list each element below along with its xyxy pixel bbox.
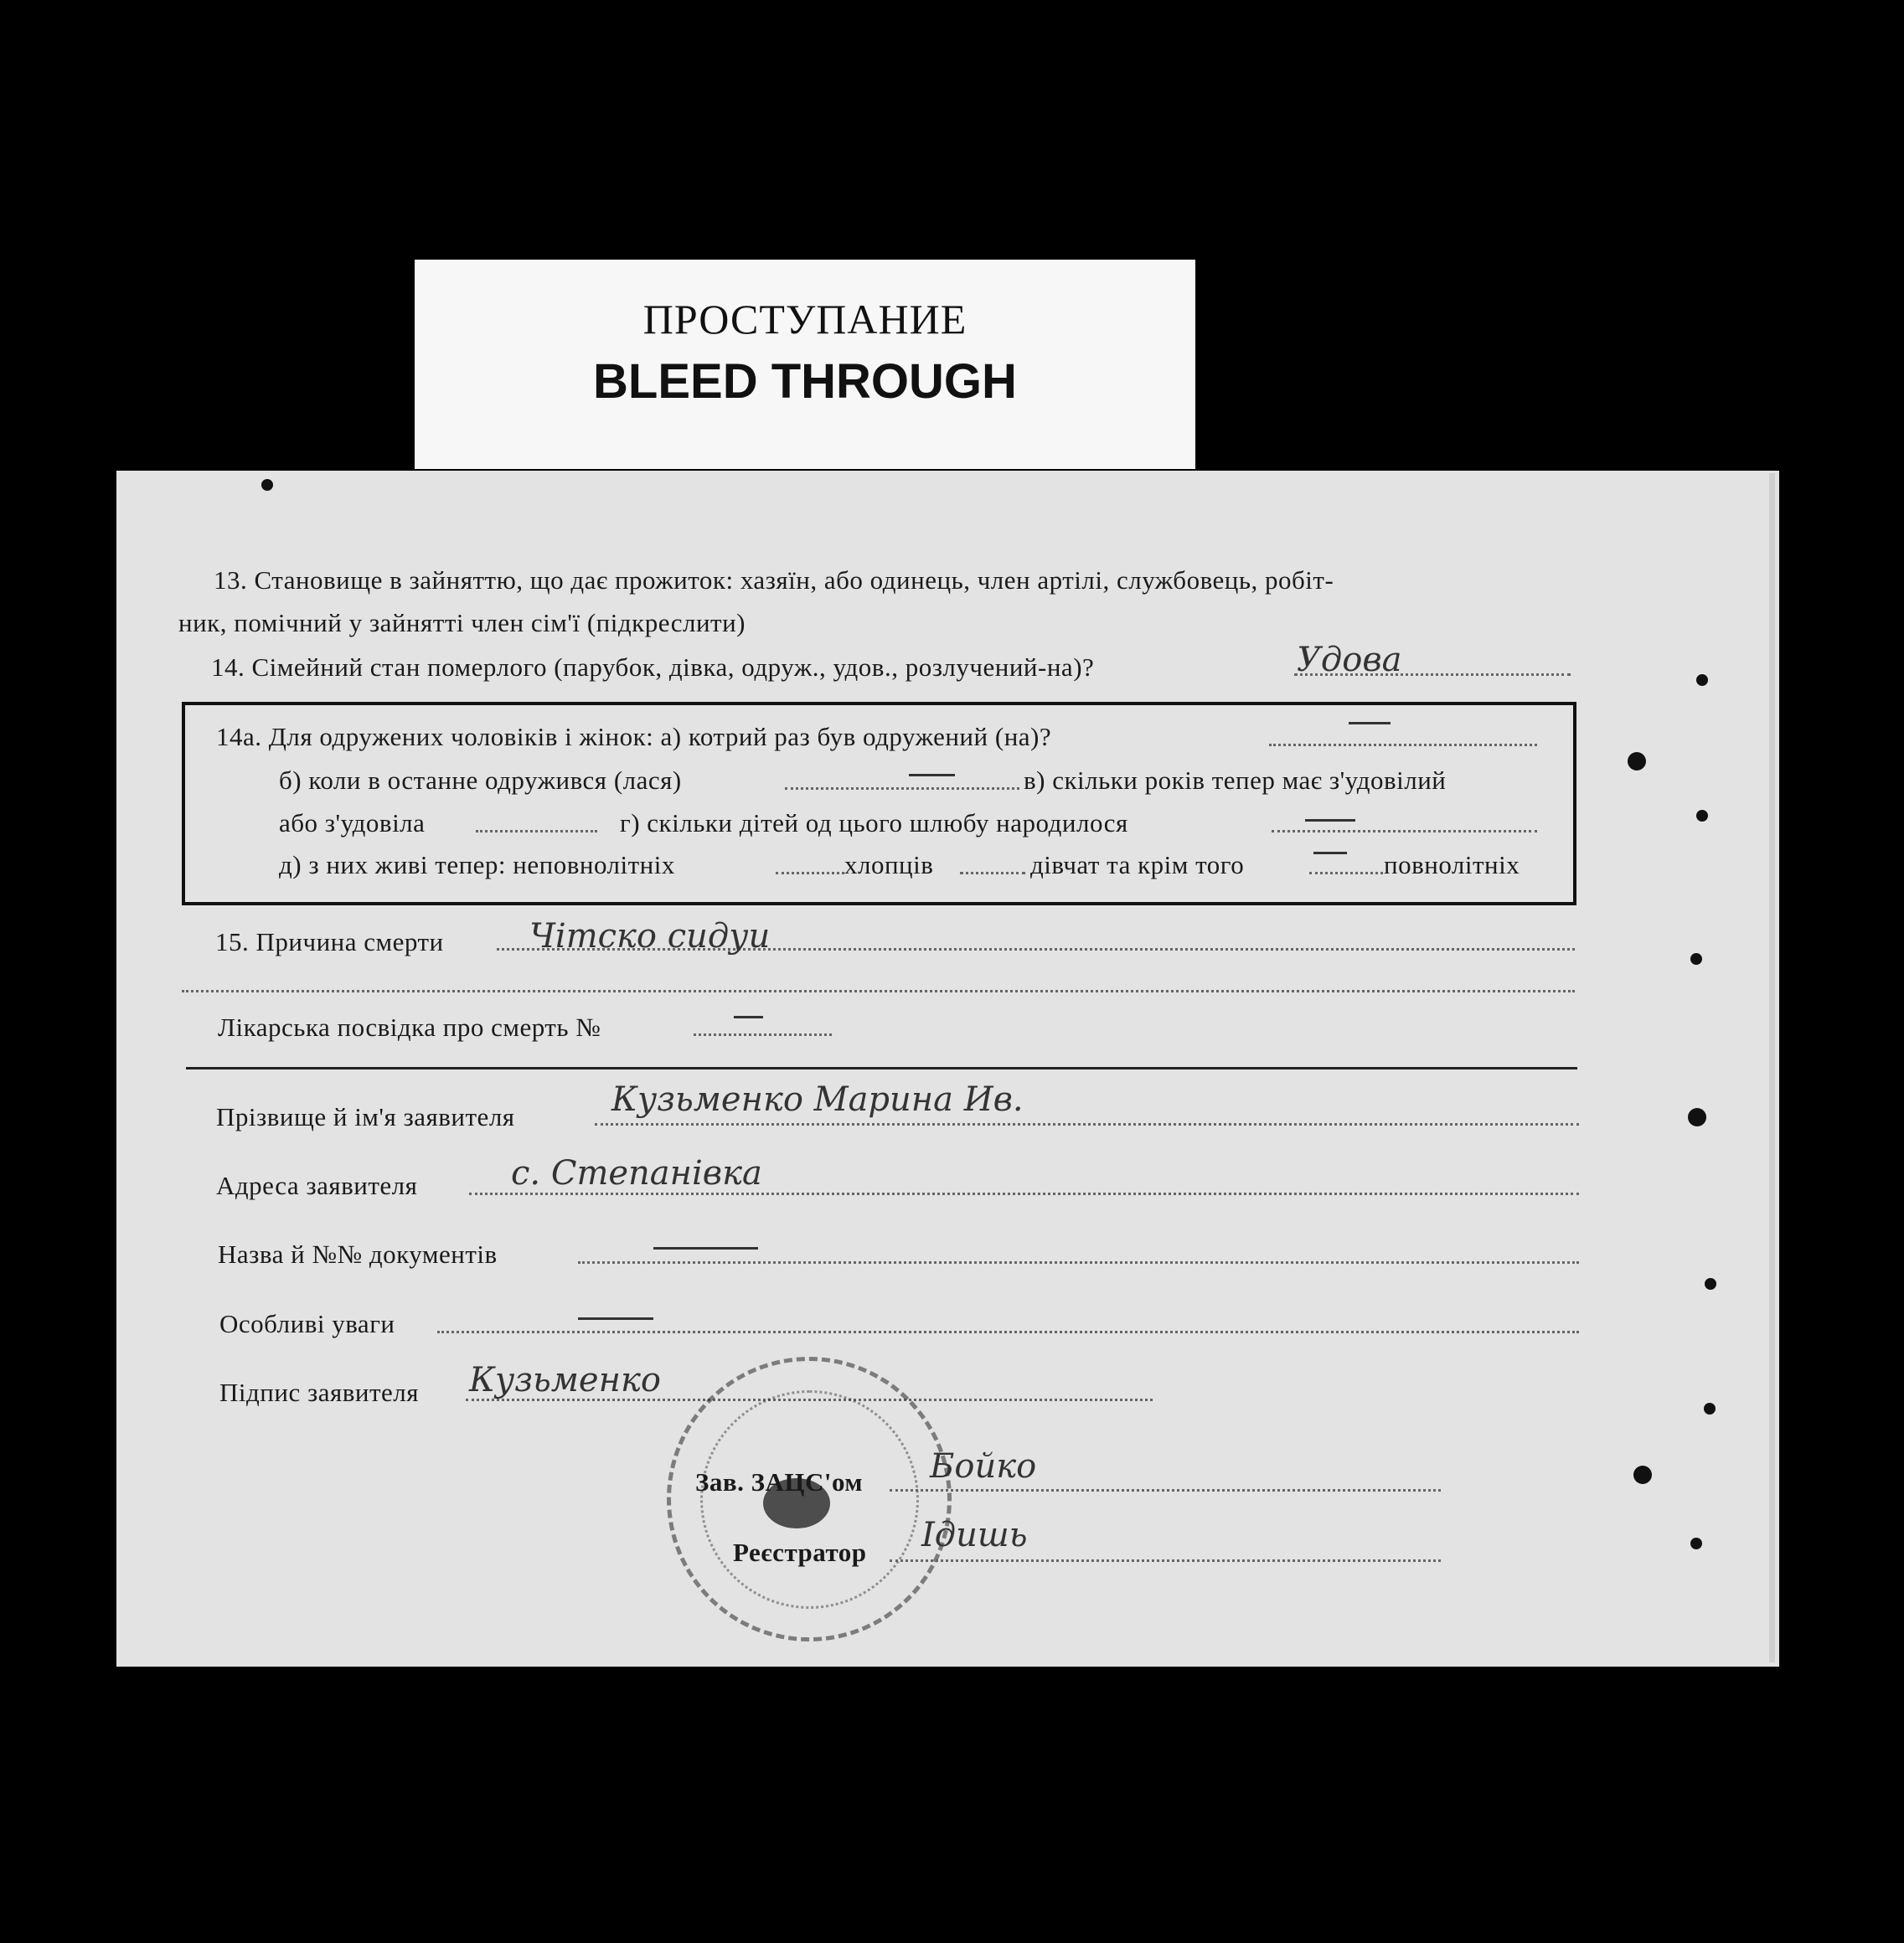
punch-hole	[1696, 674, 1708, 686]
q14a-line1: 14а. Для одружених чоловіків і жінок: а) котрий раз був одружений (на)?	[216, 722, 1052, 751]
bleed-through-target	[415, 260, 1195, 469]
target-title-en: BLEED THROUGH	[593, 354, 1017, 409]
q14a-line3b: г) скільки дітей од цього шлюбу народилося	[620, 808, 1128, 838]
head-signature: Бойко	[930, 1447, 1037, 1486]
q13-line2: ник, помічний у зайнятті член сім'ї (підкреслити)	[178, 608, 746, 637]
q15-answer: Чітско сидуи	[529, 917, 771, 956]
q14a-dash-g	[1313, 852, 1347, 854]
notes-dash	[578, 1317, 653, 1320]
q15-field-2	[182, 990, 1575, 992]
registrar-signature: Ідишь	[921, 1516, 1028, 1554]
sheet-edge	[1769, 473, 1775, 1662]
q14a-field-c	[476, 830, 597, 832]
punch-hole	[1690, 953, 1702, 965]
punch-hole	[1688, 1108, 1706, 1126]
q14-label: 14. Сімейний стан померлого (парубок, дівка, одруж., удов., розлучений-на)?	[211, 652, 1095, 682]
q14a-dash-b	[909, 774, 955, 776]
q14a-line2a: б) коли в останне одружився (лася)	[279, 765, 682, 795]
punch-hole	[1705, 1278, 1716, 1290]
punch-hole	[1633, 1466, 1652, 1484]
applicant-address-field	[469, 1193, 1579, 1195]
registrar-field	[890, 1559, 1441, 1562]
documents-field	[578, 1261, 1579, 1264]
applicant-address-label: Адреса заявителя	[216, 1171, 418, 1200]
q14a-dash-d	[1305, 819, 1355, 822]
q13-line1: 13. Становище в зайняттю, що дає прожиток: хазяїн, або одинець, член артілі, службовець, робіт-	[214, 565, 1334, 595]
documents-label: Назва й №№ документів	[218, 1240, 498, 1269]
q14a-line4c: дівчат та крім того	[1030, 850, 1245, 879]
documents-dash	[653, 1247, 758, 1250]
punch-hole	[1628, 752, 1646, 770]
notes-field	[437, 1331, 1579, 1333]
applicant-name-value: Кузьменко Марина Ив.	[611, 1080, 1024, 1119]
q14a-line4a: д) з них живі тепер: неповнолітніх	[279, 850, 675, 879]
applicant-signature: Кузьменко	[469, 1361, 661, 1399]
notes-label: Особливі уваги	[219, 1309, 395, 1338]
q14a-dash-a	[1349, 722, 1391, 724]
applicant-name-label: Прізвище й ім'я заявителя	[216, 1102, 515, 1131]
med-cert-label: Лікарська посвідка про смерть №	[218, 1013, 601, 1042]
punch-hole	[1696, 810, 1708, 822]
target-title-ru: ПРОСТУПАНИЕ	[642, 296, 967, 343]
med-cert-dash	[734, 1016, 763, 1018]
section-divider	[186, 1067, 1577, 1069]
q14a-field-e	[776, 872, 844, 874]
punch-hole	[1690, 1538, 1702, 1549]
head-field	[890, 1489, 1441, 1492]
official-stamp	[667, 1357, 952, 1642]
q14a-field-a	[1269, 744, 1537, 746]
registrar-label: Реєстратор	[733, 1538, 867, 1567]
signature-label: Підпис заявителя	[219, 1378, 419, 1407]
q14a-field-f	[960, 872, 1025, 874]
q15-label: 15. Причина смерти	[215, 927, 444, 956]
q14a-line3a: або з'удовіла	[279, 808, 426, 838]
q14a-line2b: в) скільки років тепер має з'удовілий	[1024, 765, 1447, 795]
q14a-field-d	[1272, 830, 1537, 832]
q14a-line4b: хлопців	[844, 850, 934, 879]
applicant-name-field	[595, 1123, 1579, 1126]
head-label: Зав. ЗАЦС'ом	[695, 1467, 863, 1497]
q14-answer: Удова	[1297, 641, 1402, 679]
applicant-address-value: с. Степанівка	[511, 1154, 762, 1193]
q14a-field-g	[1309, 872, 1383, 874]
q14a-field-b	[785, 787, 1019, 790]
punch-hole	[1704, 1403, 1716, 1415]
punch-hole	[261, 479, 273, 491]
q14a-line4d: повнолітніх	[1384, 850, 1520, 879]
med-cert-field	[694, 1033, 832, 1036]
